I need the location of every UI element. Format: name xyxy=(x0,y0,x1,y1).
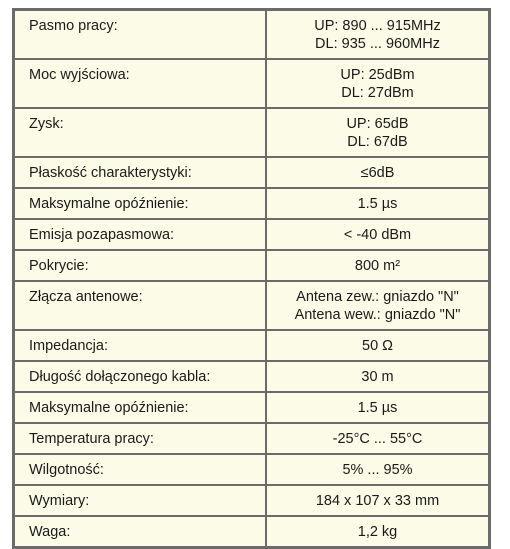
spec-label: Waga: xyxy=(14,516,266,547)
spec-value xyxy=(266,454,489,485)
spec-value-line: 50 Ω xyxy=(362,338,393,354)
spec-value xyxy=(266,423,489,454)
spec-label: Długość dołączonego kabla: xyxy=(14,361,266,392)
spec-value xyxy=(266,10,489,59)
spec-value xyxy=(266,281,489,330)
spec-label: Maksymalne opóźnienie: xyxy=(14,392,266,423)
table-row xyxy=(14,59,489,108)
spec-label: Płaskość charakterystyki: xyxy=(14,157,266,188)
table-row xyxy=(14,250,489,281)
spec-label: Temperatura pracy: xyxy=(14,423,266,454)
spec-value xyxy=(266,59,489,108)
specs-table xyxy=(14,10,489,547)
table-row xyxy=(14,361,489,392)
table-row xyxy=(14,516,489,547)
spec-value-line: 1,2 kg xyxy=(357,524,398,540)
spec-label: Moc wyjściowa: xyxy=(14,59,266,108)
table-row xyxy=(14,108,489,157)
table-row xyxy=(14,392,489,423)
spec-value xyxy=(266,250,489,281)
table-row xyxy=(14,10,489,59)
spec-value xyxy=(266,361,489,392)
spec-value-line: Antena wew.: gniazdo "N" xyxy=(294,307,461,323)
spec-value-line: < -40 dBm xyxy=(343,227,412,243)
specs-table-frame xyxy=(12,8,491,549)
spec-value xyxy=(266,219,489,250)
table-row xyxy=(14,188,489,219)
spec-value-line: -25°C ... 55°C xyxy=(332,431,423,447)
table-row xyxy=(14,423,489,454)
table-row xyxy=(14,281,489,330)
spec-value xyxy=(266,516,489,547)
spec-label: Emisja pozapasmowa: xyxy=(14,219,266,250)
spec-label: Wymiary: xyxy=(14,485,266,516)
spec-value xyxy=(266,330,489,361)
spec-value-line: DL: 935 ... 960MHz xyxy=(315,36,440,52)
table-row xyxy=(14,485,489,516)
spec-value xyxy=(266,188,489,219)
spec-value-line: 184 x 107 x 33 mm xyxy=(315,493,440,509)
spec-value-line: 1.5 µs xyxy=(357,400,398,416)
spec-value-line: Antena zew.: gniazdo "N" xyxy=(296,289,459,305)
spec-value-line: UP: 890 ... 915MHz xyxy=(314,18,441,34)
spec-value xyxy=(266,108,489,157)
spec-value xyxy=(266,392,489,423)
spec-label: Pasmo pracy: xyxy=(14,10,266,59)
spec-value-line: 1.5 µs xyxy=(357,196,398,212)
spec-value xyxy=(266,485,489,516)
spec-value xyxy=(266,157,489,188)
spec-value-line: 800 m² xyxy=(354,258,401,274)
table-row xyxy=(14,157,489,188)
spec-value-line: DL: 27dBm xyxy=(341,85,414,101)
spec-label: Zysk: xyxy=(14,108,266,157)
spec-label: Złącza antenowe: xyxy=(14,281,266,330)
spec-value-line: 30 m xyxy=(361,369,394,385)
spec-value-line: DL: 67dB xyxy=(347,134,408,150)
spec-label: Maksymalne opóźnienie: xyxy=(14,188,266,219)
spec-value-line: UP: 25dBm xyxy=(340,67,415,83)
table-row xyxy=(14,454,489,485)
spec-value-line: UP: 65dB xyxy=(346,116,409,132)
spec-value-line: ≤6dB xyxy=(360,165,395,181)
table-row xyxy=(14,330,489,361)
spec-label: Impedancja: xyxy=(14,330,266,361)
spec-label: Wilgotność: xyxy=(14,454,266,485)
spec-label: Pokrycie: xyxy=(14,250,266,281)
spec-value-line: 5% ... 95% xyxy=(342,462,413,478)
table-row xyxy=(14,219,489,250)
